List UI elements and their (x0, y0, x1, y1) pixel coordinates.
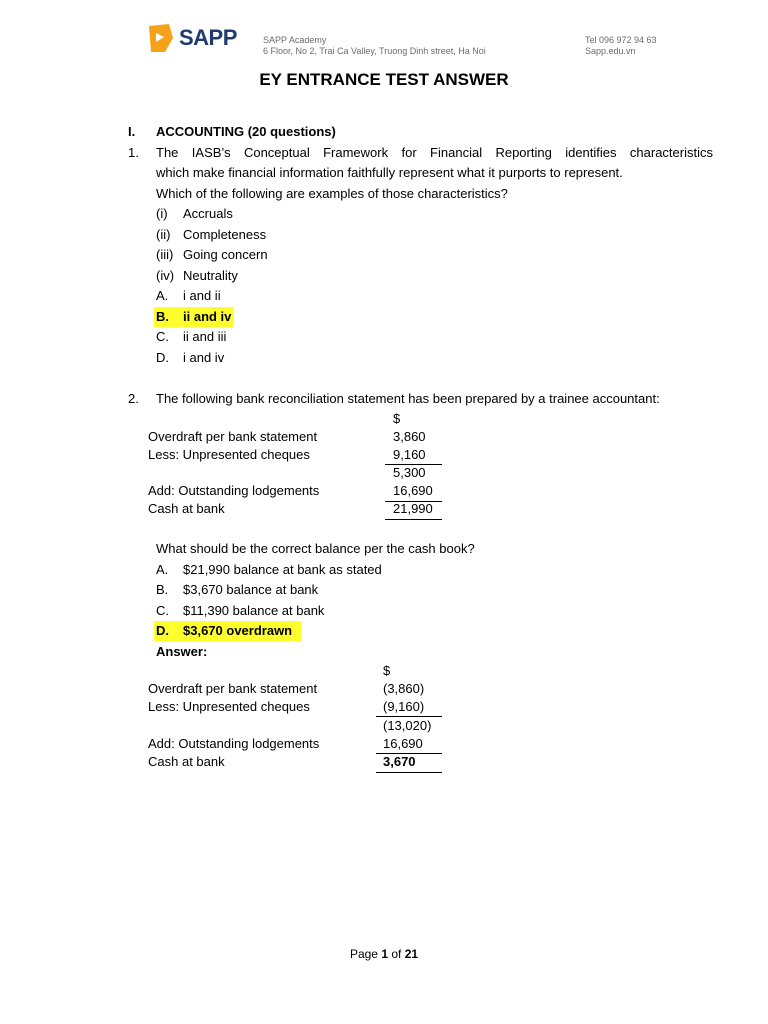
table1-row2-label: Less: Unpresented cheques (148, 447, 310, 462)
logo-text: SAPP (179, 25, 237, 50)
page-title: EY ENTRANCE TEST ANSWER (259, 70, 509, 89)
q1-option-d-letter: D. (156, 350, 169, 365)
footer-page-number: 1 (381, 947, 388, 961)
q1-text-line2: which make financial information faithfully represent what it purports to represent. (156, 165, 623, 180)
q2-question: What should be the correct balance per the cash book? (156, 541, 475, 556)
q1-item-1-num: (i) (156, 206, 168, 221)
header (0, 0, 768, 66)
table2-row5-label: Cash at bank (148, 754, 225, 769)
table1-row1-value: 3,860 (393, 429, 426, 444)
q2-option-a-text: $21,990 balance at bank as stated (183, 562, 382, 577)
q1-item-4-num: (iv) (156, 268, 175, 283)
org-name: SAPP Academy (263, 35, 327, 45)
table1-row5-value: 21,990 (393, 501, 433, 516)
q1-option-b-letter: B. (156, 309, 169, 324)
q2-option-a-letter: A. (156, 562, 169, 577)
answer-label: Answer: (156, 644, 208, 659)
q1-option-b-text: ii and iv (183, 309, 232, 324)
table2-currency: $ (383, 663, 391, 678)
q1-item-2-num: (ii) (156, 227, 171, 242)
q1-item-2-text: Completeness (183, 227, 267, 242)
q1-option-c-letter: C. (156, 329, 169, 344)
q2-option-c-letter: C. (156, 603, 169, 618)
q1-option-a-text: i and ii (183, 288, 221, 303)
q2-option-d-letter: D. (156, 623, 169, 638)
q1-number: 1. (128, 145, 139, 160)
section-number: I. (128, 124, 136, 139)
table2-row2-value: (9,160) (383, 699, 425, 714)
q1-item-1-text: Accruals (183, 206, 233, 221)
sapp-logo (147, 22, 237, 58)
table2-row1-label: Overdraft per bank statement (148, 681, 318, 696)
q1-item-4-text: Neutrality (183, 268, 238, 283)
table2-row1-value: (3,860) (383, 681, 425, 696)
table1-row2-value: 9,160 (393, 447, 426, 462)
table2-row5-value: 3,670 (383, 754, 416, 769)
table1-rule-3 (385, 519, 442, 520)
org-website: Sapp.edu.vn (585, 46, 636, 56)
q1-option-d-text: i and iv (183, 350, 225, 365)
q1-option-c-text: ii and iii (183, 329, 227, 344)
table2-row4-label: Add: Outstanding lodgements (148, 736, 320, 751)
table1-row5-label: Cash at bank (148, 501, 225, 516)
footer-of-word: of (391, 947, 402, 961)
page-footer (0, 944, 768, 964)
q2-option-d-text: $3,670 overdrawn (183, 623, 293, 638)
q2-number: 2. (128, 391, 139, 406)
q2-text: The following bank reconciliation statement has been prepared by a trainee accountant: (156, 391, 660, 406)
table2-row4-value: 16,690 (383, 736, 423, 751)
table1-row4-label: Add: Outstanding lodgements (148, 483, 320, 498)
q2-option-c-text: $11,390 balance at bank (183, 603, 325, 618)
q1-text-line1: The IASB’s Conceptual Framework for Financial Reporting identifies characteristics (156, 145, 713, 160)
q1-item-3-text: Going concern (183, 247, 268, 262)
org-address: 6 Floor, No 2, Trai Ca Valley, Truong Dinh street, Ha Noi (263, 46, 486, 56)
table1-currency: $ (393, 411, 401, 426)
q2-option-d-answer (154, 621, 301, 641)
footer-page-word: Page (349, 947, 378, 961)
table1-row4-value: 16,690 (393, 483, 433, 498)
q1-option-b-answer (154, 307, 234, 327)
table2-row3-value: (13,020) (383, 718, 432, 733)
q2-option-b-letter: B. (156, 582, 169, 597)
footer-page-total: 21 (404, 947, 419, 961)
q1-option-a-letter: A. (156, 288, 169, 303)
section-heading: ACCOUNTING (20 questions) (156, 124, 336, 139)
org-tel: Tel 096 972 94 63 (585, 35, 657, 45)
q1-text-line3: Which of the following are examples of those characteristics? (156, 186, 508, 201)
table2-rule-3 (376, 772, 442, 773)
table1-row1-label: Overdraft per bank statement (148, 429, 318, 444)
table1-row3-value: 5,300 (393, 465, 426, 480)
q2-option-b-text: $3,670 balance at bank (183, 582, 319, 597)
q1-item-3-num: (iii) (156, 247, 174, 262)
table2-row2-label: Less: Unpresented cheques (148, 699, 310, 714)
